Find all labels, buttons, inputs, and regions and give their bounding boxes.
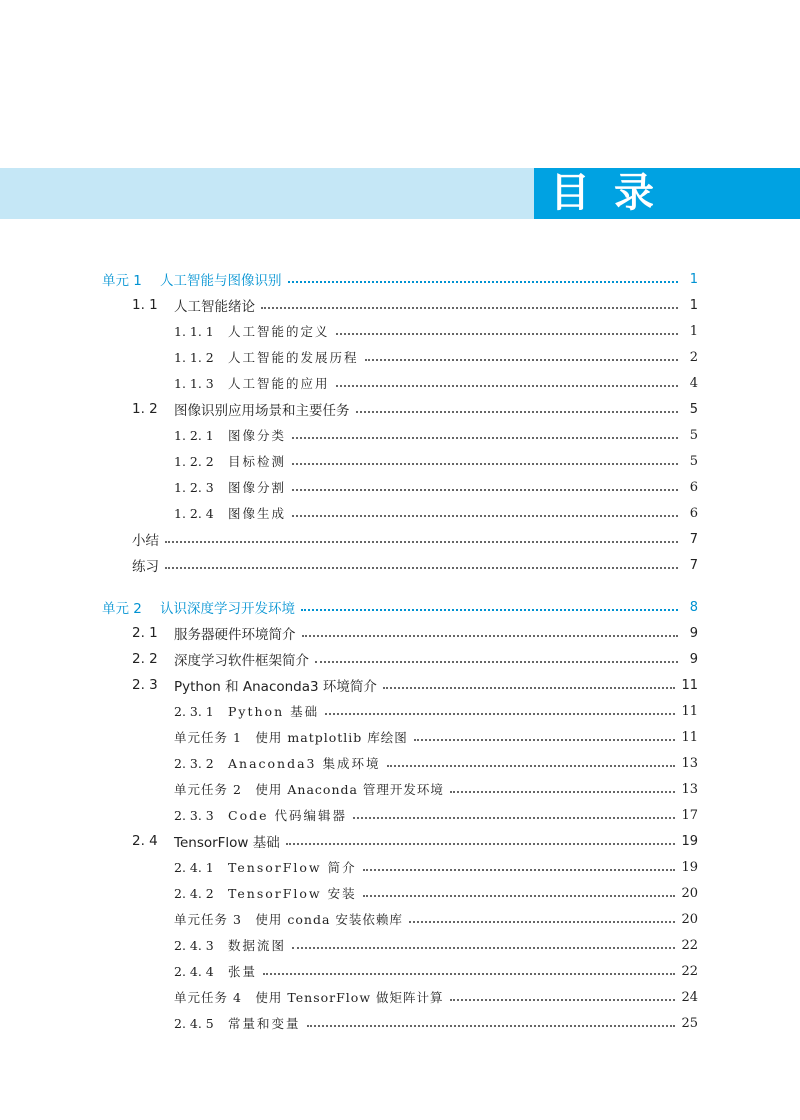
- toc-entry-sec[interactable]: [132, 620, 698, 646]
- toc-entry-page: 19: [681, 859, 698, 875]
- toc-entry-title: 张量: [228, 964, 258, 979]
- toc-entry-page: 4: [689, 375, 698, 391]
- toc-entry-title: 小结: [132, 533, 159, 549]
- toc-entry-sub[interactable]: [174, 932, 698, 958]
- toc-entry-page: 22: [681, 937, 698, 953]
- toc-entry-number: 2. 1: [132, 625, 158, 641]
- toc-entry-title: Anaconda3 集成环境: [228, 756, 381, 771]
- toc-entry-sub[interactable]: [174, 344, 698, 370]
- toc-entry-title: 单元任务 1 使用 matplotlib 库绘图: [174, 730, 408, 745]
- toc-entry-number: 1. 2. 3: [174, 479, 214, 495]
- toc-entry-title: 服务器硬件环境简介: [174, 627, 296, 643]
- toc-entry-number: 2. 3. 3: [174, 807, 214, 823]
- toc-entry-number: 2. 4. 5: [174, 1015, 214, 1031]
- toc-entry-sub[interactable]: [174, 698, 698, 724]
- toc-banner: [0, 168, 800, 219]
- page-title: 目录: [534, 168, 800, 219]
- toc-entry-number: 2. 4. 3: [174, 937, 214, 953]
- dot-leader: [307, 1025, 676, 1027]
- dot-leader: [409, 921, 676, 923]
- toc-entry-sub[interactable]: [174, 318, 698, 344]
- dot-leader: [292, 515, 678, 517]
- toc-entry-title: 图像识别应用场景和主要任务: [174, 403, 350, 419]
- toc-entry-title: TensorFlow 基础: [174, 835, 280, 851]
- toc-entry-title: Python 和 Anaconda3 环境简介: [174, 679, 377, 695]
- dot-leader: [383, 687, 676, 689]
- toc-entry-sub[interactable]: [174, 958, 698, 984]
- toc-entry-plain[interactable]: [132, 526, 698, 552]
- toc-entry-sub[interactable]: [174, 500, 698, 526]
- dot-leader: [387, 765, 676, 767]
- toc-entry-sub[interactable]: [174, 474, 698, 500]
- dot-leader: [353, 817, 675, 819]
- dot-leader: [325, 713, 675, 715]
- toc-entry-number: 2. 4: [132, 833, 158, 849]
- dot-leader: [292, 947, 675, 949]
- toc-entry-page: 2: [689, 349, 698, 365]
- toc-entry-page: 1: [689, 271, 698, 287]
- toc-entry-page: 1: [689, 323, 698, 339]
- toc-entry-sec[interactable]: [132, 396, 698, 422]
- dot-leader: [165, 567, 678, 569]
- toc-entry-number: 单元 2: [102, 601, 142, 617]
- toc-entry-task[interactable]: [174, 776, 698, 802]
- toc-entry-title: 单元任务 3 使用 conda 安装依赖库: [174, 912, 403, 927]
- toc-entry-sec[interactable]: [132, 672, 698, 698]
- toc-entry-page: 24: [681, 989, 698, 1005]
- toc-entry-number: 1. 1: [132, 297, 158, 313]
- toc-entry-plain[interactable]: [132, 552, 698, 578]
- toc-entry-task[interactable]: [174, 984, 698, 1010]
- toc-entry-page: 9: [689, 625, 698, 641]
- dot-leader: [414, 739, 676, 741]
- toc-entry-number: 2. 3: [132, 677, 158, 693]
- toc-entry-sub[interactable]: [174, 854, 698, 880]
- toc-entry-number: 2. 2: [132, 651, 158, 667]
- dot-leader: [315, 661, 678, 663]
- dot-leader: [263, 973, 675, 975]
- toc-entry-task[interactable]: [174, 724, 698, 750]
- toc-entry-page: 8: [689, 599, 698, 615]
- toc-entry-title: 数据流图: [228, 938, 287, 953]
- toc-entry-sub[interactable]: [174, 1010, 698, 1036]
- toc-entry-title: 目标检测: [228, 454, 287, 469]
- toc-entry-sub[interactable]: [174, 880, 698, 906]
- dot-leader: [301, 609, 678, 611]
- dot-leader: [363, 869, 676, 871]
- toc-entry-title: 人工智能绪论: [174, 299, 255, 315]
- toc-entry-sec[interactable]: [132, 828, 698, 854]
- toc-entry-page: 13: [681, 755, 698, 771]
- toc-entry-title: Python 基础: [228, 704, 320, 719]
- toc-entry-number: 2. 4. 4: [174, 963, 214, 979]
- toc-entry-title: 人工智能的应用: [228, 376, 330, 391]
- toc-entry-number: 单元 1: [102, 273, 142, 289]
- toc-entry-page: 20: [681, 885, 698, 901]
- toc-entry-title: TensorFlow 安装: [228, 886, 357, 901]
- dot-leader: [336, 385, 678, 387]
- toc-entry-page: 6: [689, 479, 698, 495]
- toc-entry-page: 17: [681, 807, 698, 823]
- toc-entry-page: 9: [689, 651, 698, 667]
- toc-entry-page: 25: [681, 1015, 698, 1031]
- toc-entry-page: 1: [689, 297, 698, 313]
- toc-entry-sec[interactable]: [132, 292, 698, 318]
- toc-entry-task[interactable]: [174, 906, 698, 932]
- toc-entry-sec[interactable]: [132, 646, 698, 672]
- toc-entry-page: 6: [689, 505, 698, 521]
- toc-entry-title: 深度学习软件框架简介: [174, 653, 309, 669]
- toc-entry-title: TensorFlow 简介: [228, 860, 357, 875]
- toc-entry-page: 5: [689, 401, 698, 417]
- dot-leader: [450, 999, 676, 1001]
- toc-entry-page: 11: [681, 677, 698, 693]
- toc-entry-title: 认识深度学习开发环境: [160, 601, 295, 617]
- toc-entry-page: 7: [689, 531, 698, 547]
- dot-leader: [288, 281, 679, 283]
- toc-entry-page: 11: [681, 703, 698, 719]
- toc-entry-number: 2. 3. 1: [174, 703, 214, 719]
- toc-entry-title: Code 代码编辑器: [228, 808, 347, 823]
- toc-entry-title: 单元任务 2 使用 Anaconda 管理开发环境: [174, 782, 444, 797]
- dot-leader: [292, 463, 678, 465]
- toc-entry-sub[interactable]: [174, 802, 698, 828]
- toc-entry-title: 图像生成: [228, 506, 287, 521]
- dot-leader: [363, 895, 676, 897]
- dot-leader: [356, 411, 679, 413]
- toc-entry-sub[interactable]: [174, 750, 698, 776]
- toc-entry-unit[interactable]: [102, 594, 698, 620]
- toc-entry-sub[interactable]: [174, 422, 698, 448]
- toc-entry-page: 20: [681, 911, 698, 927]
- banner-band: [0, 168, 534, 219]
- toc-entry-page: 11: [681, 729, 698, 745]
- dot-leader: [302, 635, 679, 637]
- toc-entry-number: 1. 2. 1: [174, 427, 214, 443]
- toc-entry-title: 人工智能的发展历程: [228, 350, 359, 365]
- toc-entry-number: 2. 4. 2: [174, 885, 214, 901]
- toc-entry-page: 13: [681, 781, 698, 797]
- toc-entry-number: 2. 3. 2: [174, 755, 214, 771]
- toc-entry-sub[interactable]: [174, 370, 698, 396]
- dot-leader: [336, 333, 678, 335]
- toc-entry-title: 常量和变量: [228, 1016, 301, 1031]
- toc-entry-title: 人工智能与图像识别: [160, 273, 282, 289]
- dot-leader: [165, 541, 678, 543]
- toc-entry-number: 1. 2: [132, 401, 158, 417]
- dot-leader: [450, 791, 676, 793]
- toc-entry-title: 单元任务 4 使用 TensorFlow 做矩阵计算: [174, 990, 444, 1005]
- toc-entry-page: 19: [681, 833, 698, 849]
- toc-entry-page: 5: [689, 427, 698, 443]
- toc-entry-sub[interactable]: [174, 448, 698, 474]
- toc-entry-title: 练习: [132, 559, 159, 575]
- toc-entry-page: 7: [689, 557, 698, 573]
- toc-entry-page: 22: [681, 963, 698, 979]
- dot-leader: [261, 307, 678, 309]
- toc-entry-unit[interactable]: [102, 266, 698, 292]
- toc-entry-number: 1. 1. 3: [174, 375, 214, 391]
- toc-entry-number: 2. 4. 1: [174, 859, 214, 875]
- dot-leader: [292, 489, 678, 491]
- toc-entry-number: 1. 2. 4: [174, 505, 214, 521]
- dot-leader: [292, 437, 678, 439]
- toc-entry-number: 1. 1. 2: [174, 349, 214, 365]
- toc-entry-title: 图像分割: [228, 480, 287, 495]
- toc-entry-page: 5: [689, 453, 698, 469]
- toc-entry-number: 1. 2. 2: [174, 453, 214, 469]
- dot-leader: [365, 359, 678, 361]
- toc-entry-title: 图像分类: [228, 428, 287, 443]
- toc-entry-number: 1. 1. 1: [174, 323, 214, 339]
- toc-entry-title: 人工智能的定义: [228, 324, 330, 339]
- dot-leader: [286, 843, 676, 845]
